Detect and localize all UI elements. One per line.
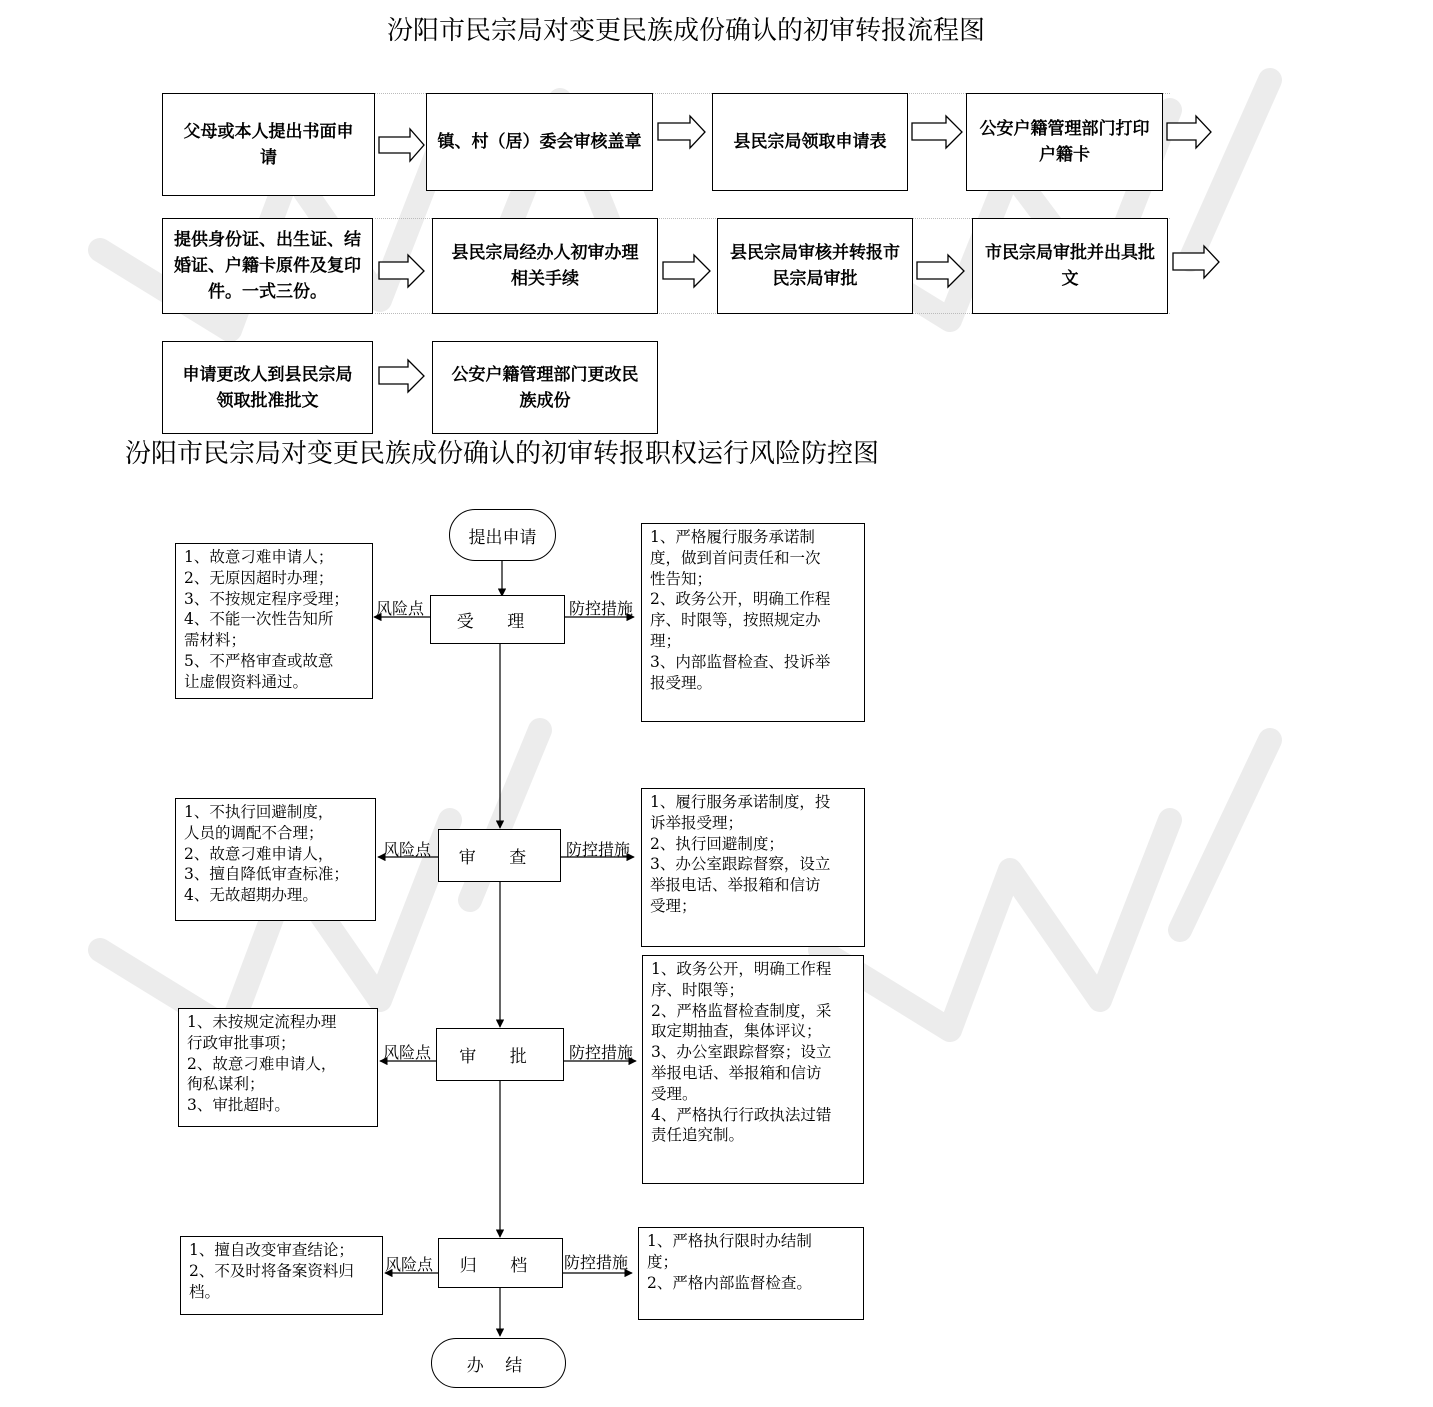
control-box-archive	[638, 1227, 864, 1320]
risk-line: 3、擅自降低审查标准；	[184, 865, 349, 884]
control-box-review	[641, 788, 865, 947]
stage-approval: 审 批	[436, 1028, 564, 1081]
flow-step-text: 县民宗局审核并转报市	[730, 243, 900, 263]
control-line: 责任追究制。	[651, 1126, 745, 1145]
risk-box-review	[175, 798, 376, 921]
risk-line: 5、不严格审查或故意	[184, 651, 334, 670]
risk-point-label: 风险点	[383, 840, 432, 859]
control-line: 举报电话、举报箱和信访	[650, 876, 821, 895]
risk-line: 1、擅自改变审查结论；	[189, 1241, 354, 1259]
control-box-approval	[642, 955, 864, 1184]
control-measure-label: 防控措施	[569, 1043, 634, 1062]
control-line: 1、严格执行限时办结制	[647, 1232, 812, 1250]
control-line: 1、政务公开，明确工作程	[651, 960, 832, 978]
control-line: 3、内部监督检查、投诉举	[650, 652, 831, 671]
flow-step-text: 公安户籍管理部门更改民	[451, 364, 639, 385]
control-measure-label: 防控措施	[564, 1253, 629, 1272]
flow-step-text: 文	[1061, 269, 1079, 289]
flow-step-text: 族成份	[519, 390, 571, 411]
flowchart-title: 汾阳市民宗局对变更民族成份确认的初审转报流程图	[387, 16, 986, 46]
risk-chart-title: 汾阳市民宗局对变更民族成份确认的初审转报职权运行风险防控图	[125, 439, 880, 469]
risk-line: 2、无原因超时办理；	[184, 568, 334, 587]
risk-box-approval	[178, 1008, 378, 1127]
risk-line: 2、不及时将备案资料归	[189, 1261, 354, 1280]
stage-archive: 归 档	[438, 1238, 563, 1288]
risk-point-label: 风险点	[376, 599, 425, 618]
flow-step-text: 县民宗局领取申请表	[733, 132, 887, 152]
control-line: 取定期抽查，集体评议；	[651, 1022, 822, 1041]
risk-point-label: 风险点	[383, 1043, 432, 1062]
control-line: 性告知；	[650, 569, 713, 588]
risk-line: 2、故意刁难申请人，	[187, 1054, 337, 1073]
control-line: 2、严格内部监督检查。	[647, 1273, 812, 1292]
risk-box-acceptance	[175, 543, 373, 699]
control-line: 举报电话、举报箱和信访	[651, 1063, 822, 1082]
control-line: 2、执行回避制度；	[650, 834, 784, 853]
flow-step-text: 婚证、户籍卡原件及复印	[174, 256, 361, 276]
control-measure-label: 防控措施	[569, 599, 634, 618]
risk-line: 2、故意刁难申请人，	[184, 844, 334, 863]
control-line: 3、办公室跟踪督察；设立	[651, 1043, 832, 1062]
control-line: 2、政务公开，明确工作程	[650, 590, 831, 609]
control-line: 报受理。	[650, 673, 713, 692]
risk-line: 3、不按规定程序受理；	[184, 589, 349, 608]
risk-point-label: 风险点	[385, 1255, 434, 1274]
control-line: 诉举报受理；	[650, 813, 744, 832]
control-line: 度；	[647, 1252, 679, 1271]
risk-line: 1、未按规定流程办理	[187, 1013, 337, 1031]
risk-line: 让虚假资料通过。	[184, 672, 309, 691]
risk-line: 1、不执行回避制度，	[184, 803, 334, 821]
control-line: 1、严格履行服务承诺制	[650, 528, 815, 546]
control-measure-label: 防控措施	[566, 840, 631, 859]
risk-line: 4、无故超期办理。	[184, 886, 318, 905]
risk-line: 人员的调配不合理；	[184, 823, 324, 842]
control-line: 序、时限等；	[651, 980, 745, 999]
control-box-acceptance	[641, 523, 865, 722]
risk-line: 档。	[189, 1282, 221, 1301]
end-node: 办 结	[431, 1338, 566, 1388]
risk-line: 4、不能一次性告知所	[184, 610, 334, 629]
flow-step-text: 领取批准批文	[216, 390, 319, 411]
control-line: 3、办公室跟踪督察，设立	[650, 855, 831, 874]
risk-line: 行政审批事项；	[187, 1033, 296, 1052]
control-line: 理；	[650, 631, 682, 650]
stage-acceptance: 受 理	[430, 595, 565, 644]
control-line: 4、严格执行行政执法过错	[651, 1105, 832, 1124]
control-line: 受理；	[650, 896, 697, 915]
control-line: 1、履行服务承诺制度，投	[650, 793, 831, 811]
start-node: 提出申请	[449, 509, 556, 561]
flow-step-text: 申请更改人到县民宗局	[182, 364, 353, 385]
control-line: 度，做到首问责任和一次	[650, 548, 821, 567]
control-line: 序、时限等，按照规定办	[650, 611, 821, 630]
flow-step-text: 件。一式三份。	[208, 282, 327, 302]
risk-line: 1、故意刁难申请人；	[184, 548, 334, 566]
flow-step-text: 父母或本人提出书面申	[183, 121, 354, 142]
flow-step-text: 公安户籍管理部门打印	[979, 119, 1150, 139]
flow-step-text: 提供身份证、出生证、结	[174, 230, 361, 250]
risk-box-archive	[180, 1236, 383, 1315]
flow-step-text: 请	[260, 147, 277, 168]
control-line: 2、严格监督检查制度，采	[651, 1001, 832, 1020]
flow-step-text: 县民宗局经办人初审办理	[451, 243, 639, 263]
control-line: 受理。	[651, 1084, 698, 1103]
stage-review: 审 查	[438, 829, 561, 882]
risk-line: 3、审批超时。	[187, 1096, 290, 1115]
flow-step-text: 户籍卡	[1039, 145, 1090, 165]
flow-step-text: 市民宗局审批并出具批	[985, 243, 1155, 263]
risk-line: 徇私谋利；	[187, 1075, 265, 1094]
flow-step-text: 民宗局审批	[772, 269, 858, 289]
risk-line: 需材料；	[184, 631, 247, 650]
flow-step-text: 相关手续	[511, 269, 579, 289]
flow-step-text: 镇、村（居）委会审核盖章	[437, 132, 642, 152]
